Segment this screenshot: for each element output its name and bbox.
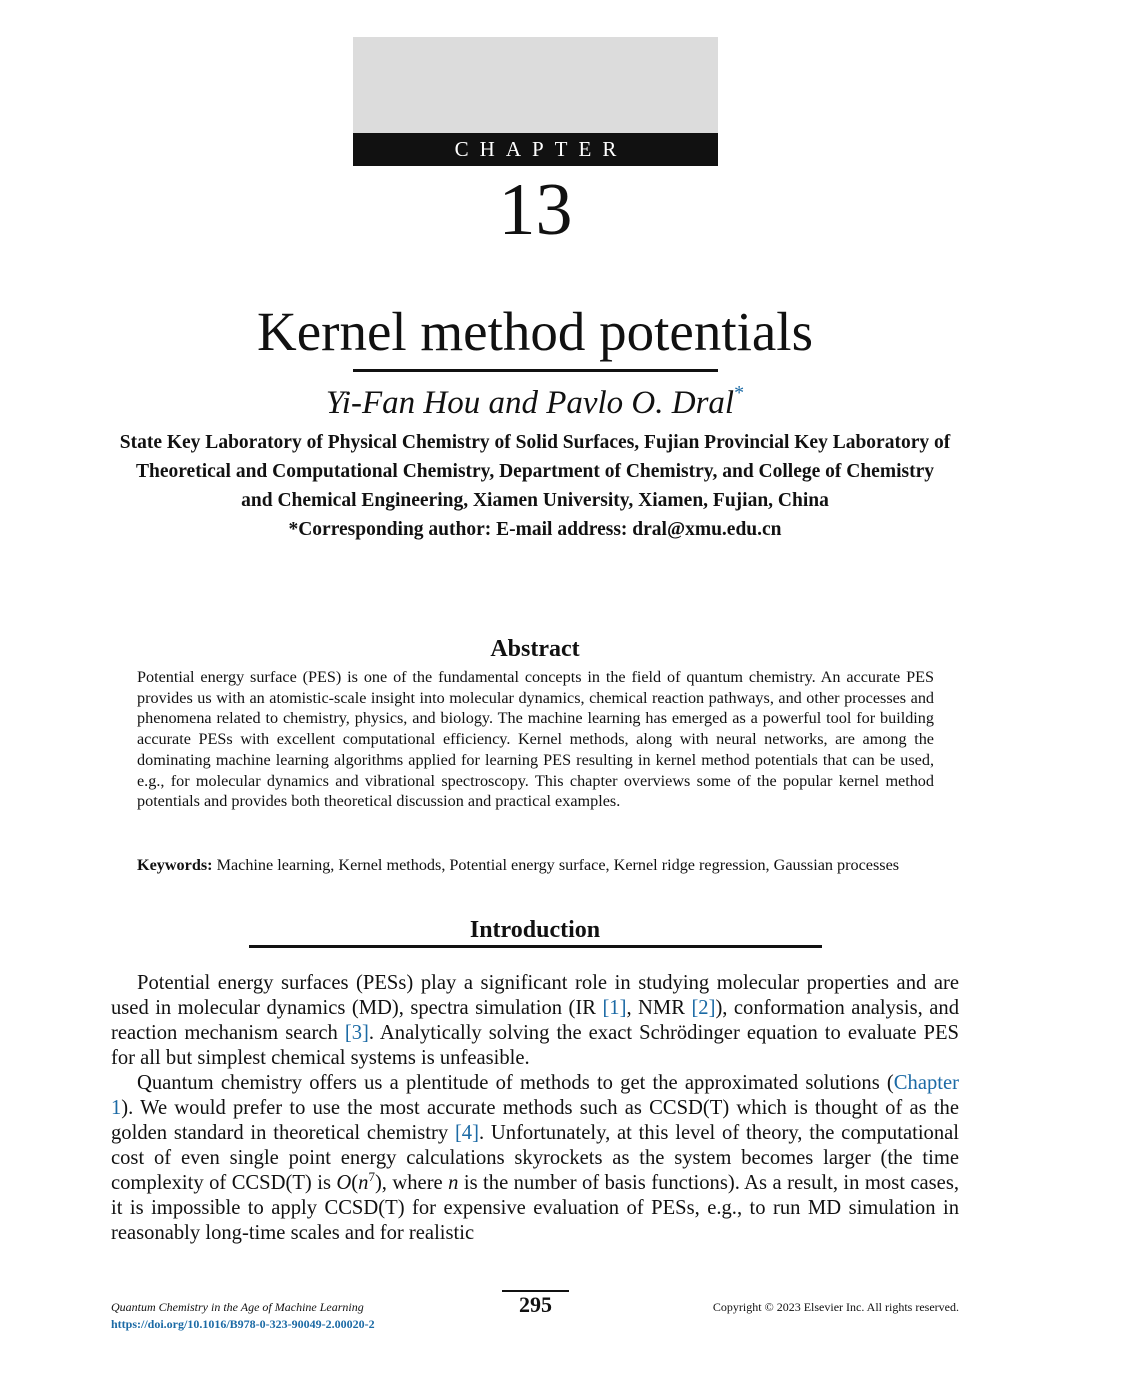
doi-link[interactable]: https://doi.org/10.1016/B978-0-323-90049-2.00020-2 (111, 1317, 375, 1331)
citation-link[interactable]: [3] (344, 1022, 369, 1044)
big-o-symbol: O (336, 1172, 352, 1194)
affiliation-line: Theoretical and Computational Chemistry, Department of Chemistry, and College of Chemistry (136, 461, 934, 482)
paragraph: Potential energy surfaces (PESs) play a significant role in studying molecular properties and are used in molecular dynamics (MD), spectra simulation (IR [1], NMR [2]), conformation analysis, and reaction mechanism search [3]. Analytically solving the exact Schrödinger equation to evaluate PES for all but simplest chemical systems is unfeasible. (111, 972, 960, 1069)
chapter-header-box (353, 37, 718, 133)
chapter-number: 13 (498, 169, 573, 251)
keywords-label: Keywords: (137, 856, 213, 874)
chapter-title: Kernel method potentials (257, 301, 813, 362)
footer-left (111, 1299, 375, 1333)
chapter-label: CHAPTER (353, 133, 718, 166)
introduction-rule (249, 945, 822, 948)
title-rule (353, 369, 718, 372)
author-names: Yi-Fan Hou and Pavlo O. Dral (325, 385, 735, 421)
book-title: Quantum Chemistry in the Age of Machine Learning (111, 1300, 364, 1314)
copyright: Copyright © 2023 Elsevier Inc. All rights reserved. (712, 1300, 959, 1314)
chapter-link[interactable]: Chapter 1 (111, 1072, 959, 1119)
introduction-heading: Introduction (469, 917, 601, 943)
affiliation-line: and Chemical Engineering, Xiamen University, Xiamen, Fujian, China (241, 490, 829, 511)
introduction-body (111, 971, 959, 1246)
corresponding-author-email: *Corresponding author: E-mail address: dral@xmu.edu.cn (288, 519, 782, 540)
citation-link[interactable]: [4] (454, 1122, 479, 1144)
keywords (137, 855, 934, 876)
variable-n: n (358, 1172, 369, 1194)
affiliation-line: State Key Laboratory of Physical Chemistry of Solid Surfaces, Fujian Provincial Key Laboratory of (119, 432, 951, 453)
variable-n: n (448, 1172, 459, 1194)
exponent: 7 (368, 1169, 375, 1184)
page-number: 295 (519, 1292, 552, 1317)
affiliation (110, 428, 960, 544)
authors (0, 380, 1070, 426)
abstract-heading: Abstract (490, 636, 580, 662)
citation-link[interactable]: [2] (691, 997, 716, 1019)
abstract-text: Potential energy surface (PES) is one of the fundamental concepts in the field of quantum chemistry. An accurate PES provides us with an atomistic-scale insight into molecular dynamics, chemical reaction pathways, and other processes and phenomena related to chemistry, physics, and biology. The machine learning has emerged as a powerful tool for building accurate PESs with excellent computational efficiency. Kernel methods, along with neural networks, are among the dominating machine learning algorithms applied for learning PES resulting in kernel method potentials that can be used, e.g., for molecular dynamics and vibrational spectroscopy. This chapter overviews some of the popular kernel method potentials and provides both theoretical discussion and practical examples. (137, 668, 934, 811)
paragraph: Quantum chemistry offers us a plentitude of methods to get the approximated solutions (Chapter 1). We would prefer to use the most accurate methods such as CCSD(T) which is thought of as the golden standard in theoretical chemistry [4]. Unfortunately, at this level of theory, the computational cost of even single point energy calculations skyrockets as the system becomes larger (the time complexity of CCSD(T) is $O(n^7)$, where n is the number of basis functions). As a result, in most cases, it is impossible to apply CCSD(T) for expensive evaluation of PESs, e.g., to run MD simulation in reasonably long-time scales and for realistic (111, 1072, 959, 1244)
corresponding-author-mark[interactable]: * (734, 382, 745, 404)
keywords-list: Machine learning, Kernel methods, Potential energy surface, Kernel ridge regression, Gaussian processes (216, 856, 900, 874)
citation-link[interactable]: [1] (602, 997, 627, 1019)
